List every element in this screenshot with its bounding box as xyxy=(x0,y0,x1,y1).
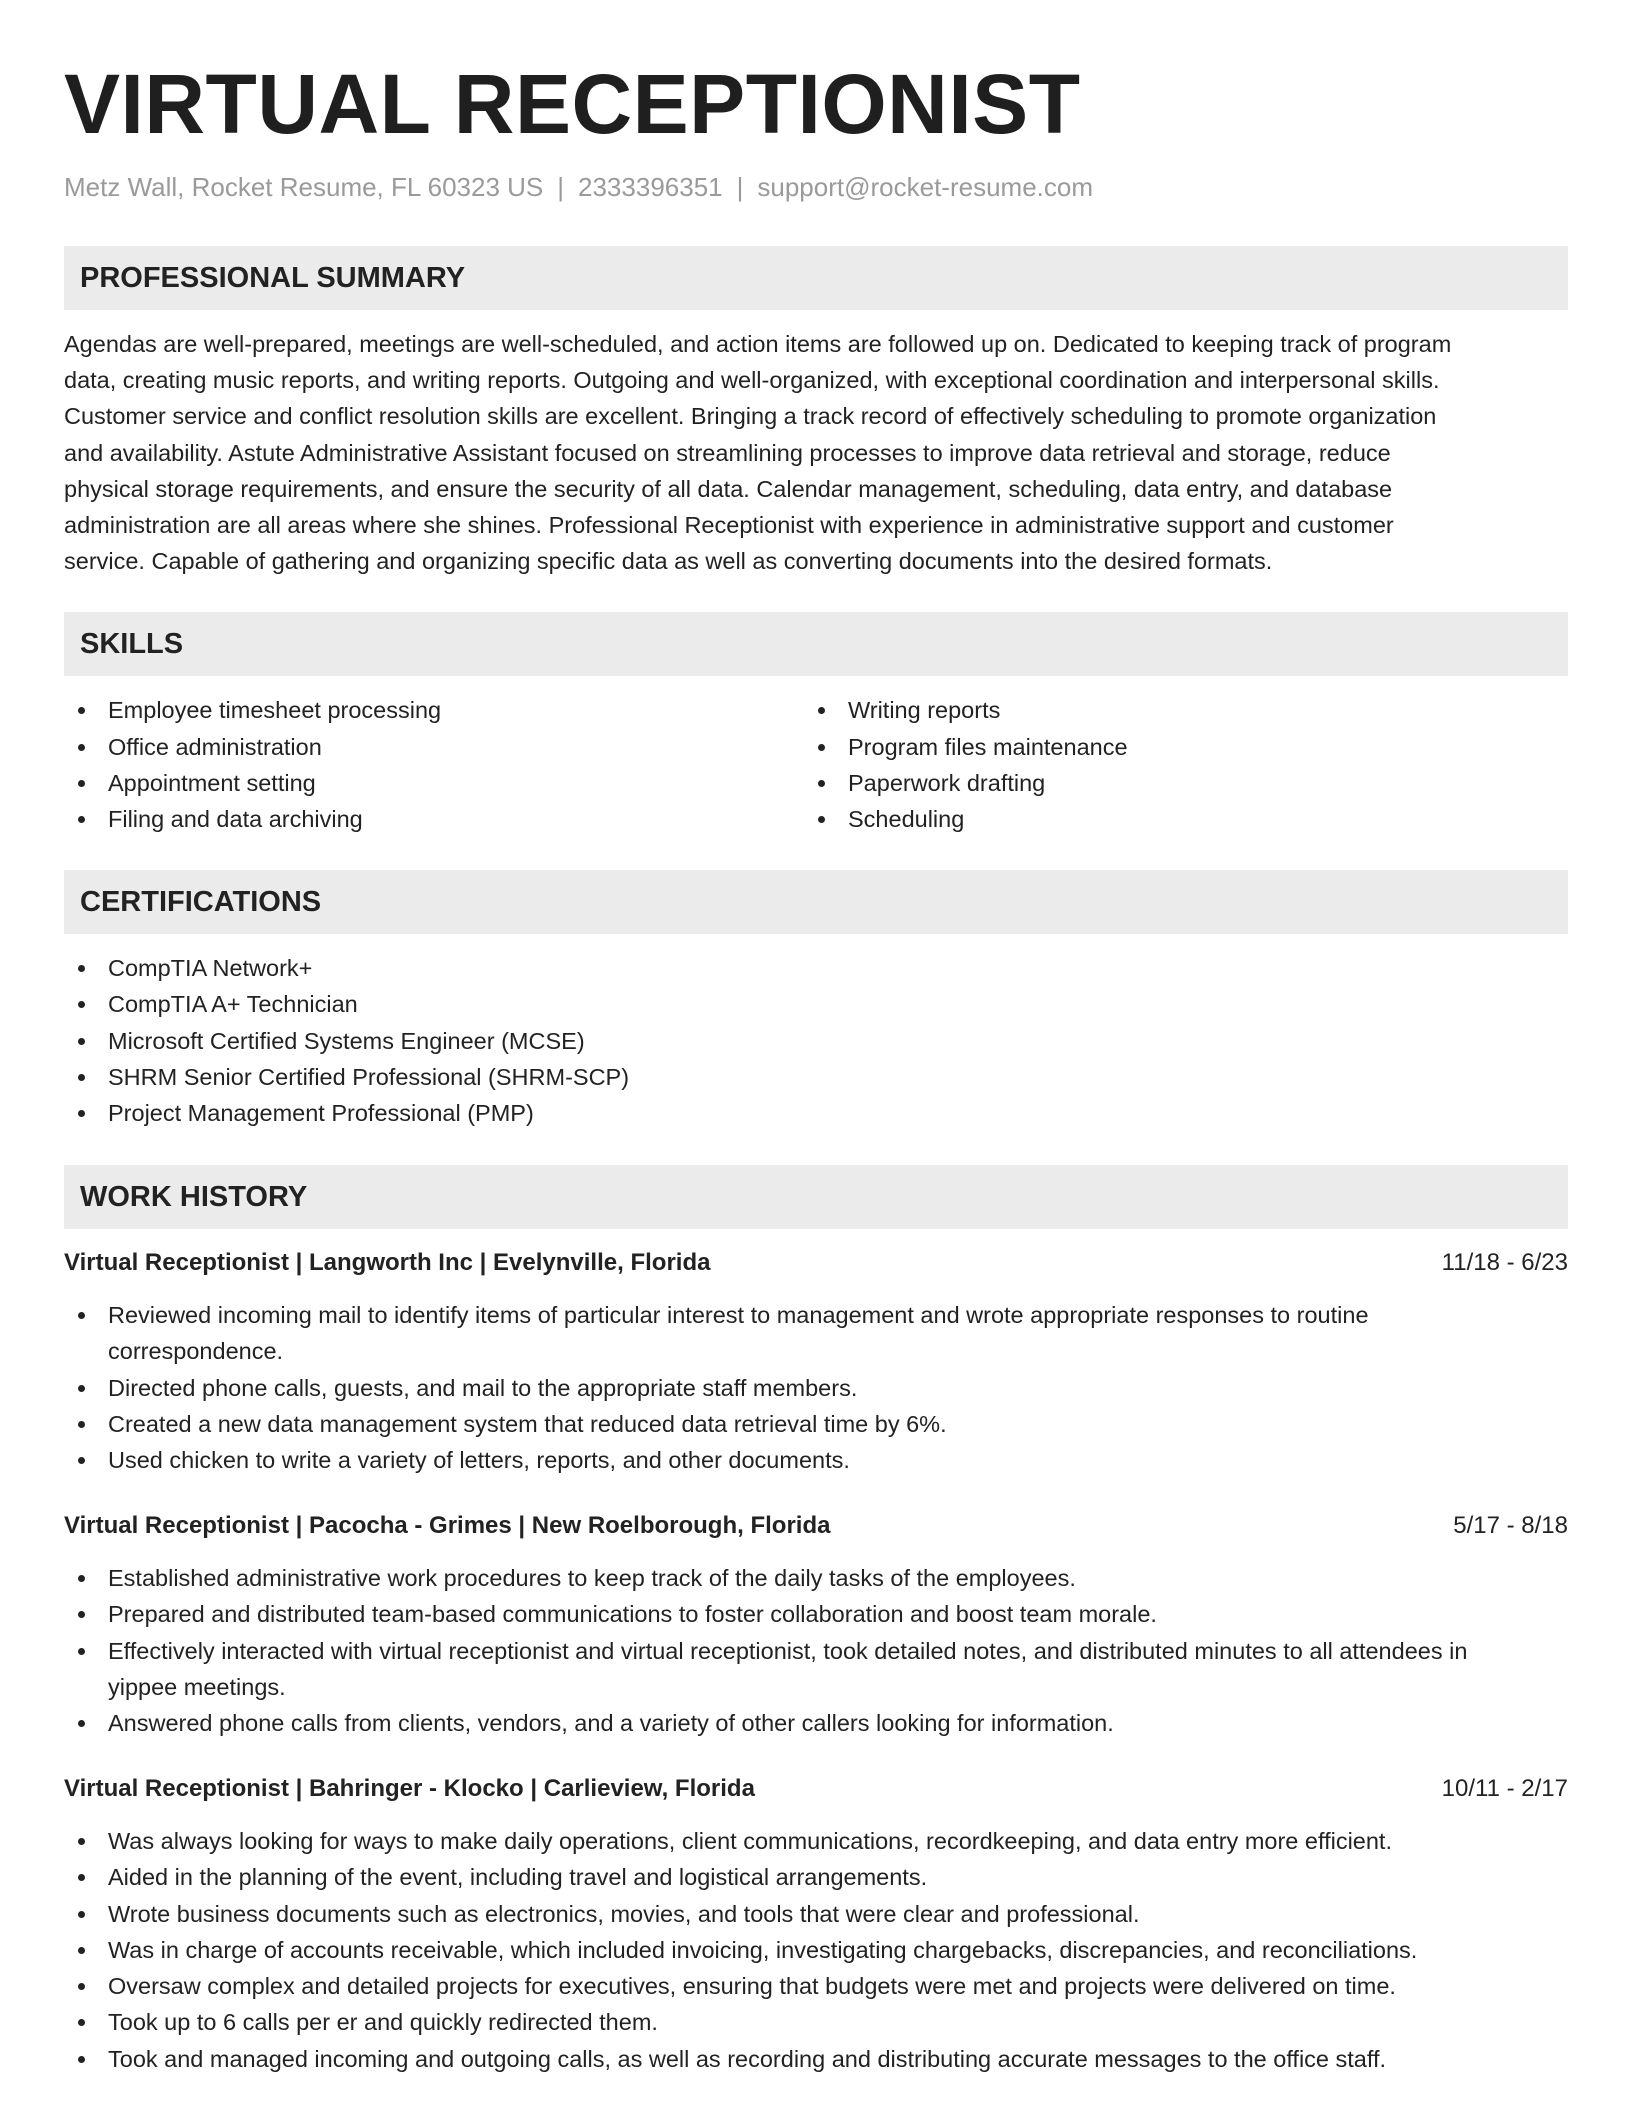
bullet-dot xyxy=(78,1611,85,1618)
summary-line: physical storage requirements, and ensure the security of all data. Calendar management, scheduling, data entry, and database xyxy=(64,475,1393,502)
bullet-dot xyxy=(78,1648,85,1655)
job-bullet-line: Wrote business documents such as electronics, movies, and tools that were clear and professional. xyxy=(108,1900,1140,1927)
bullet-dot xyxy=(78,1001,85,1008)
skills-grid xyxy=(64,692,1568,837)
job-bullet-line: Prepared and distributed team-based communications to foster collaboration and boost team morale. xyxy=(108,1601,1157,1628)
job-title: Virtual Receptionist | Bahringer - Klocko | Carlieview, Florida xyxy=(64,1775,755,1803)
job-bullet xyxy=(64,1633,1568,1705)
summary-line: and availability. Astute Administrative Assistant focused on streamlining processes to improve data retrieval and storage, reduce xyxy=(64,439,1391,466)
job-bullet-line: Was always looking for ways to make daily operations, client communications, recordkeeping, and data entry more efficient. xyxy=(108,1828,1392,1855)
summary-line: data, creating music reports, and writing reports. Outgoing and well-organized, with exceptional coordination and interpersonal skills. xyxy=(64,367,1440,394)
job-header xyxy=(64,1508,1568,1544)
job-bullet xyxy=(64,1406,1568,1442)
skills-section xyxy=(64,612,1568,837)
job-bullets xyxy=(64,1560,1568,1741)
job-bullet-line: Oversaw complex and detailed projects for executives, ensuring that budgets were met and projects were delivered on time. xyxy=(108,1973,1396,2000)
skill-item xyxy=(64,765,804,801)
skill-item xyxy=(804,801,1544,837)
certification-text: SHRM Senior Certified Professional (SHRM-SCP) xyxy=(108,1063,630,1090)
bullet-dot xyxy=(78,1874,85,1881)
job-entry xyxy=(64,1245,1568,1478)
bullet-dot xyxy=(78,1911,85,1918)
skill-text: Filing and data archiving xyxy=(108,806,363,833)
certification-item xyxy=(64,1059,1568,1095)
job-bullet-line: correspondence. xyxy=(108,1338,284,1365)
certification-item xyxy=(64,986,1568,1022)
skill-item xyxy=(64,729,804,765)
contact-phone: 2333396351 xyxy=(578,172,723,202)
bullet-dot xyxy=(78,1074,85,1081)
job-bullet-line: Effectively interacted with virtual receptionist and virtual receptionist, took detailed notes, and distributed minutes to all attendees in xyxy=(108,1637,1468,1664)
job-bullet-line: Reviewed incoming mail to identify items of particular interest to management and wrote appropriate responses to routine xyxy=(108,1302,1369,1329)
job-bullet xyxy=(64,1596,1568,1632)
skill-item xyxy=(64,692,804,728)
skill-text: Office administration xyxy=(108,733,322,760)
job-bullet xyxy=(64,1370,1568,1406)
contact-email: support@rocket-resume.com xyxy=(757,172,1094,202)
bullet-dot xyxy=(818,744,825,751)
skill-text: Writing reports xyxy=(848,697,1001,724)
skill-text: Scheduling xyxy=(848,806,965,833)
job-bullet-line: Took and managed incoming and outgoing calls, as well as recording and distributing accurate messages to the office staff. xyxy=(108,2045,1387,2072)
certification-text: CompTIA A+ Technician xyxy=(108,991,358,1018)
skill-item xyxy=(804,765,1544,801)
summary-text xyxy=(64,326,1568,579)
job-bullet-line: Answered phone calls from clients, vendors, and a variety of other callers looking for information. xyxy=(108,1710,1114,1737)
job-bullet-line: Directed phone calls, guests, and mail to the appropriate staff members. xyxy=(108,1374,858,1401)
section-heading-summary: PROFESSIONAL SUMMARY xyxy=(64,246,1568,310)
bullet-dot xyxy=(78,1421,85,1428)
job-bullet-line: Used chicken to write a variety of letters, reports, and other documents. xyxy=(108,1447,850,1474)
resume-name: VIRTUAL RECEPTIONIST xyxy=(64,57,1081,151)
bullet-dot xyxy=(78,816,85,823)
job-header xyxy=(64,1771,1568,1807)
section-heading-skills: SKILLS xyxy=(64,612,1568,676)
job-bullet xyxy=(64,1442,1568,1478)
summary-line: Agendas are well-prepared, meetings are well-scheduled, and action items are followed up on. Dedicated to keeping track of program xyxy=(64,331,1452,357)
contact-separator: | xyxy=(736,172,744,202)
work-history-section xyxy=(64,1165,1568,2076)
job-bullets xyxy=(64,1297,1568,1478)
job-bullet xyxy=(64,2004,1568,2040)
skill-text: Paperwork drafting xyxy=(848,769,1046,796)
skills-list-right xyxy=(804,692,1544,837)
summary-section xyxy=(64,246,1568,579)
skill-text: Employee timesheet processing xyxy=(108,697,442,724)
certification-text: Microsoft Certified Systems Engineer (MCSE) xyxy=(108,1027,585,1054)
skills-list-left xyxy=(64,692,804,837)
section-heading-work-history: WORK HISTORY xyxy=(64,1165,1568,1229)
bullet-dot xyxy=(78,1983,85,1990)
bullet-dot xyxy=(78,1110,85,1117)
skill-text: Program files maintenance xyxy=(848,733,1128,760)
job-entry xyxy=(64,1771,1568,2076)
job-bullet xyxy=(64,1560,1568,1596)
bullet-dot xyxy=(78,780,85,787)
job-entry xyxy=(64,1508,1568,1741)
job-bullet-line: yippee meetings. xyxy=(108,1673,286,1700)
certifications-section xyxy=(64,870,1568,1131)
job-bullet xyxy=(64,1968,1568,2004)
skill-item xyxy=(804,692,1544,728)
job-bullet xyxy=(64,1932,1568,1968)
certifications-list xyxy=(64,950,1568,1131)
bullet-dot xyxy=(78,1385,85,1392)
skill-text: Appointment setting xyxy=(108,769,316,796)
bullet-dot xyxy=(78,1312,85,1319)
job-bullet xyxy=(64,1297,1568,1369)
skill-item xyxy=(804,729,1544,765)
job-dates: 5/17 - 8/18 xyxy=(1453,1512,1568,1540)
contact-line xyxy=(64,170,1568,204)
job-bullet-line: Took up to 6 calls per er and quickly redirected them. xyxy=(108,2009,658,2036)
job-dates: 10/11 - 2/17 xyxy=(1441,1775,1568,1803)
job-bullet-line: Created a new data management system that reduced data retrieval time by 6%. xyxy=(108,1410,947,1437)
job-bullets xyxy=(64,1823,1568,2076)
bullet-dot xyxy=(78,2056,85,2063)
section-heading-certifications: CERTIFICATIONS xyxy=(64,870,1568,934)
bullet-dot xyxy=(818,780,825,787)
bullet-dot xyxy=(78,965,85,972)
bullet-dot xyxy=(78,744,85,751)
bullet-dot xyxy=(78,1947,85,1954)
bullet-dot xyxy=(78,1457,85,1464)
bullet-dot xyxy=(818,707,825,714)
job-bullet xyxy=(64,1823,1568,1859)
bullet-dot xyxy=(78,1575,85,1582)
job-bullet-line: Established administrative work procedures to keep track of the daily tasks of the employees. xyxy=(108,1565,1076,1592)
job-bullet-line: Aided in the planning of the event, including travel and logistical arrangements. xyxy=(108,1864,928,1891)
certification-item xyxy=(64,950,1568,986)
bullet-dot xyxy=(78,707,85,714)
bullet-dot xyxy=(78,1838,85,1845)
job-bullet xyxy=(64,1896,1568,1932)
certification-text: CompTIA Network+ xyxy=(108,955,313,982)
summary-line: Customer service and conflict resolution skills are excellent. Bringing a track record of effectively scheduling to promote organization xyxy=(64,403,1437,430)
contact-address: Metz Wall, Rocket Resume, FL 60323 US xyxy=(64,172,544,202)
skill-item xyxy=(64,801,804,837)
job-bullet-line: Was in charge of accounts receivable, which included invoicing, investigating chargebacks, discrepancies, and reconciliations. xyxy=(108,1936,1418,1963)
job-bullet xyxy=(64,1705,1568,1741)
bullet-dot xyxy=(78,1720,85,1727)
contact-separator: | xyxy=(557,172,565,202)
certification-text: Project Management Professional (PMP) xyxy=(108,1100,534,1127)
bullet-dot xyxy=(78,1038,85,1045)
bullet-dot xyxy=(78,2019,85,2026)
job-bullet xyxy=(64,1859,1568,1895)
job-bullet xyxy=(64,2041,1568,2077)
job-title: Virtual Receptionist | Pacocha - Grimes | New Roelborough, Florida xyxy=(64,1512,831,1540)
job-header xyxy=(64,1245,1568,1281)
certification-item xyxy=(64,1095,1568,1131)
job-title: Virtual Receptionist | Langworth Inc | Evelynville, Florida xyxy=(64,1249,711,1277)
summary-line: administration are all areas where she shines. Professional Receptionist with experience in administrative support and customer xyxy=(64,512,1394,539)
bullet-dot xyxy=(818,816,825,823)
job-dates: 11/18 - 6/23 xyxy=(1441,1249,1568,1277)
summary-line: service. Capable of gathering and organizing specific data as well as converting documents into the desired formats. xyxy=(64,548,1273,575)
certification-item xyxy=(64,1023,1568,1059)
